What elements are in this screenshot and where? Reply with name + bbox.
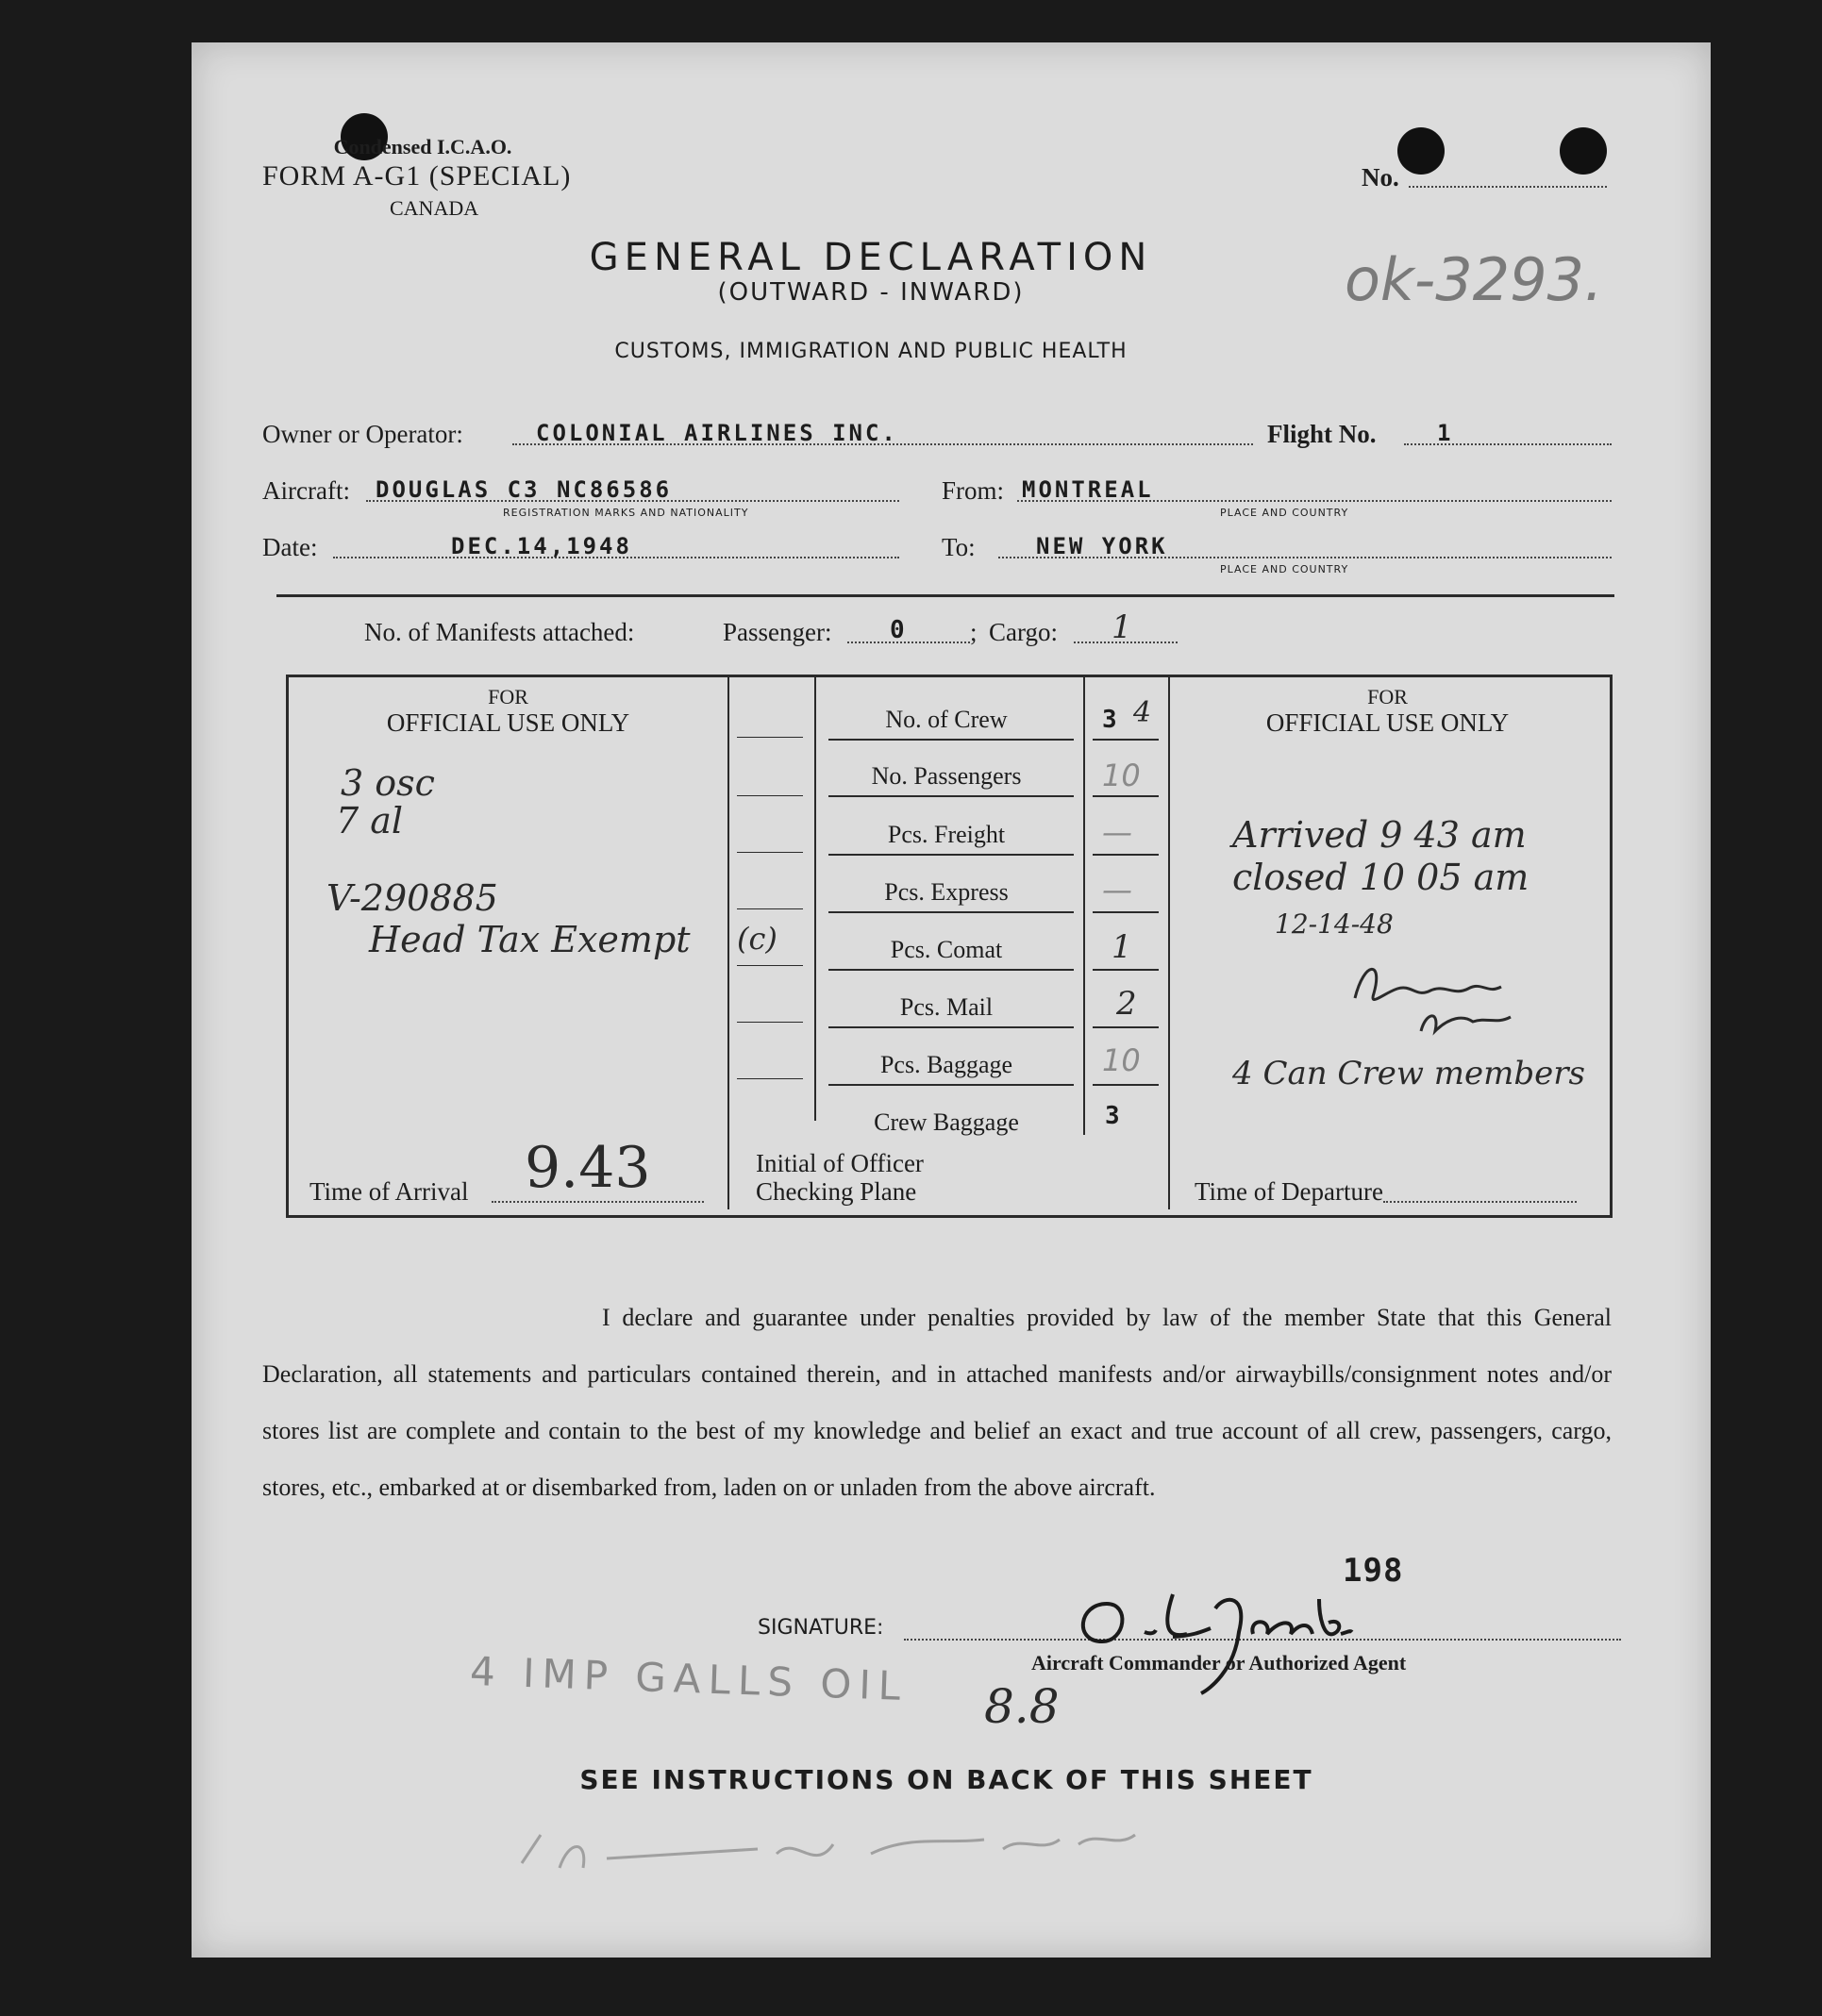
owner-value: COLONIAL AIRLINES INC. xyxy=(536,420,898,446)
row-line xyxy=(828,854,1074,856)
passenger-manifest-line xyxy=(847,641,970,643)
faint-pencil-scribble-icon xyxy=(512,1816,1192,1891)
row-line xyxy=(828,739,1074,741)
row-label-crew: No. of Crew xyxy=(885,706,1008,733)
right-note: 12-14-48 xyxy=(1275,908,1394,940)
value-line xyxy=(1093,969,1159,971)
direction-label: (OUTWARD - INWARD) xyxy=(717,278,1025,307)
row-line xyxy=(828,969,1074,971)
signature-caption: Aircraft Commander or Authorized Agent xyxy=(1031,1651,1407,1674)
row-line xyxy=(828,1084,1074,1086)
left-note: 7 al xyxy=(336,800,404,841)
value-column xyxy=(1088,696,1168,1130)
blank-line xyxy=(737,852,803,853)
table-divider xyxy=(1168,677,1170,1209)
row-line xyxy=(828,911,1074,913)
row-label-express: Pcs. Express xyxy=(884,878,1009,906)
left-official-label: OFFICIAL USE ONLY xyxy=(386,708,630,737)
flight-line xyxy=(1404,443,1612,445)
aircraft-value: DOUGLAS C3 NC86586 xyxy=(376,476,673,503)
declaration-text: I declare and guarantee under penalties provided by law of the member State that this General Declaration, all statements and particulars contained therein, and in attached manifests and/or airwaybills/consignment notes and/or stores list are complete and contain to the best of my knowledge and belief an exact and true account of all crew, passengers, cargo, stores, etc., embarked at or disembarked from, laden on or unladen from the above aircraft. xyxy=(262,1304,1612,1501)
arrival-value: 9.43 xyxy=(525,1135,651,1201)
signature-icon xyxy=(1060,1566,1437,1708)
blank-line xyxy=(737,795,803,796)
mail-value: 2 xyxy=(1116,985,1137,1023)
initial-label-line1: Initial of Officer xyxy=(756,1149,924,1177)
flight-label: Flight No. xyxy=(1267,420,1377,448)
punch-hole xyxy=(1560,127,1607,175)
from-caption: PLACE AND COUNTRY xyxy=(1220,507,1349,519)
flight-value: 1 xyxy=(1437,420,1454,446)
arrival-line xyxy=(492,1201,704,1203)
blank-line xyxy=(737,1022,803,1023)
passengers-value: 10 xyxy=(1102,758,1141,793)
to-value: NEW YORK xyxy=(1036,533,1168,559)
page-subtitle: CUSTOMS, IMMIGRATION AND PUBLIC HEALTH xyxy=(614,340,1128,363)
declaration-table xyxy=(286,675,1613,1218)
value-line xyxy=(1093,739,1159,741)
left-note: Head Tax Exempt xyxy=(369,919,691,960)
right-for-label: FOR xyxy=(1367,685,1408,708)
condensed-label: Condensed I.C.A.O. xyxy=(333,135,512,158)
from-label: From: xyxy=(942,476,1005,505)
pencil-oil-note: 4 IMP GALLS OIL xyxy=(469,1647,910,1710)
file-number: ok-3293. xyxy=(1345,245,1603,314)
value-line xyxy=(1093,1026,1159,1028)
blank-line xyxy=(737,908,803,909)
table-divider xyxy=(727,677,729,1209)
center-rows xyxy=(819,706,1083,1136)
form-number: FORM A-G1 (SPECIAL) xyxy=(262,160,572,192)
row-label-mail: Pcs. Mail xyxy=(899,993,994,1021)
aircraft-label: Aircraft: xyxy=(262,476,350,505)
table-divider xyxy=(814,677,816,1121)
document-no-line xyxy=(1409,186,1607,188)
value-line xyxy=(1093,795,1159,797)
row-label-crew-baggage: Crew Baggage xyxy=(874,1108,1019,1136)
cargo-manifest-label: Cargo: xyxy=(989,618,1058,646)
crew-value-corrected: 4 xyxy=(1133,696,1152,729)
value-line xyxy=(1093,1084,1159,1086)
blank-line xyxy=(737,737,803,738)
row-label-passengers: No. Passengers xyxy=(871,762,1022,790)
document-sheet xyxy=(192,42,1711,1958)
punch-hole xyxy=(1397,127,1445,175)
freight-value: — xyxy=(1102,814,1132,850)
passenger-manifest-label: Passenger: xyxy=(723,618,832,646)
officer-initials-icon xyxy=(1346,951,1572,1045)
value-line xyxy=(1093,854,1159,856)
crew-value: 3 xyxy=(1102,706,1120,734)
table-divider xyxy=(1083,677,1085,1135)
manifests-label: No. of Manifests attached: xyxy=(364,618,635,646)
right-note: closed 10 05 am xyxy=(1232,857,1529,898)
right-note: Arrived 9 43 am xyxy=(1232,814,1527,856)
signature-label: SIGNATURE: xyxy=(758,1616,884,1640)
manifest-separator: ; xyxy=(970,618,978,646)
right-official-label: OFFICIAL USE ONLY xyxy=(1265,708,1510,737)
blank-line xyxy=(737,965,803,966)
aircraft-caption: REGISTRATION MARKS AND NATIONALITY xyxy=(503,507,749,519)
right-note: 4 Can Crew members xyxy=(1232,1055,1585,1092)
footer-instructions: SEE INSTRUCTIONS ON BACK OF THIS SHEET xyxy=(579,1764,1313,1795)
initial-label-line2: Checking Plane xyxy=(756,1177,917,1206)
left-note: V-290885 xyxy=(326,877,498,919)
document-no-label: No. xyxy=(1362,163,1399,192)
baggage-value: 10 xyxy=(1102,1042,1141,1078)
row-label-baggage: Pcs. Baggage xyxy=(879,1051,1013,1078)
pencil-amount: 8.8 xyxy=(984,1679,1060,1734)
arrival-label: Time of Arrival xyxy=(309,1177,469,1206)
left-note: 3 osc xyxy=(341,762,435,804)
date-label: Date: xyxy=(262,533,318,561)
comat-code: (c) xyxy=(737,921,777,957)
row-label-comat: Pcs. Comat xyxy=(890,936,1003,963)
crew-baggage-value: 3 xyxy=(1105,1102,1123,1130)
row-label-freight: Pcs. Freight xyxy=(887,821,1006,848)
row-line xyxy=(828,1026,1074,1028)
express-value: — xyxy=(1102,872,1132,908)
country-label: CANADA xyxy=(390,196,479,220)
left-for-label: FOR xyxy=(488,685,528,708)
departure-label: Time of Departure xyxy=(1195,1177,1383,1206)
to-label: To: xyxy=(942,533,976,561)
stamp-number: 198 xyxy=(1343,1552,1404,1590)
from-value: MONTREAL xyxy=(1022,476,1154,503)
comat-value: 1 xyxy=(1112,928,1132,966)
row-line xyxy=(828,795,1074,797)
date-value: DEC.14,1948 xyxy=(451,533,632,559)
page-title: GENERAL DECLARATION xyxy=(589,236,1153,279)
cargo-manifest-value: 1 xyxy=(1112,608,1132,646)
to-caption: PLACE AND COUNTRY xyxy=(1220,563,1349,575)
passenger-manifest-value: 0 xyxy=(890,616,908,644)
header-divider xyxy=(276,594,1614,597)
value-line xyxy=(1093,911,1159,913)
blank-line xyxy=(737,1078,803,1079)
owner-label: Owner or Operator: xyxy=(262,420,463,448)
departure-line xyxy=(1383,1201,1577,1203)
